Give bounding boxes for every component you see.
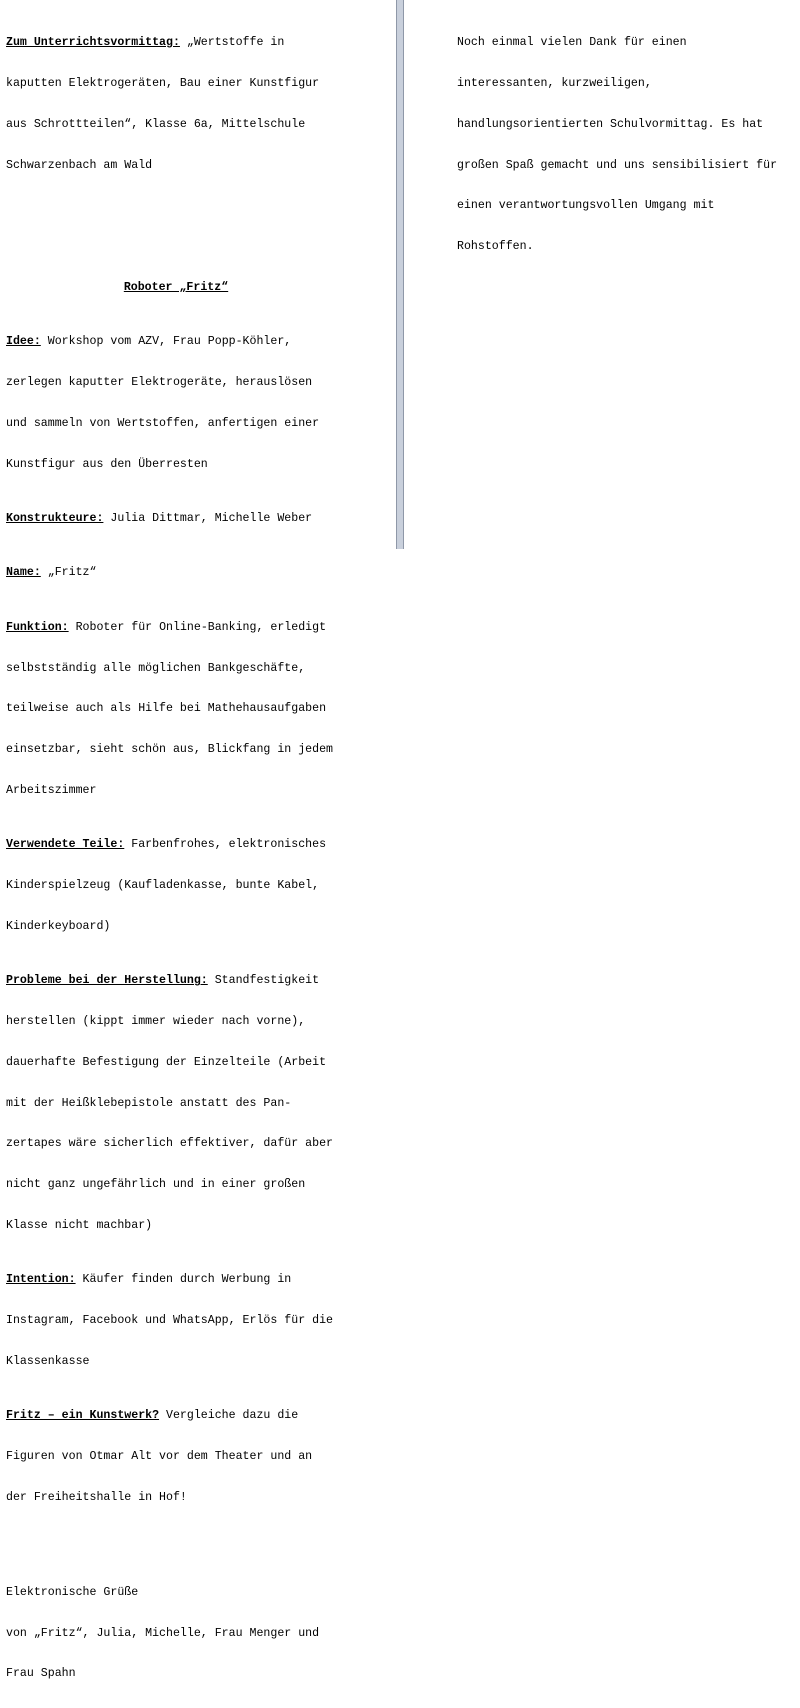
- probleme-text: Standfestigkeit: [207, 974, 320, 988]
- funktion-line: selbstständig alle möglichen Bankgeschäfte,: [6, 661, 306, 675]
- name-line: [6, 566, 346, 580]
- right-page: [404, 0, 800, 549]
- name-text: „Fritz“: [40, 566, 97, 580]
- thanks-line: handlungsorientierten Schulvormittag. Es hat: [457, 117, 764, 131]
- header-line: kaputten Elektrogeräten, Bau einer Kunstfigur: [6, 76, 320, 90]
- probleme-line: herstellen (kippt immer wieder nach vorne),: [6, 1014, 306, 1028]
- closing-line: Frau Spahn: [6, 1667, 76, 1681]
- left-text-column: [6, 9, 346, 1708]
- title-line: [6, 281, 346, 295]
- thanks-line: Rohstoffen.: [457, 240, 534, 254]
- document-title: Roboter „Fritz“: [123, 280, 229, 294]
- idee-line: Kunstfigur aus den Überresten: [6, 457, 208, 471]
- probleme-label: Probleme bei der Herstellung:: [6, 974, 208, 988]
- header-line: [6, 36, 346, 50]
- konstrukteure-line: [6, 512, 346, 526]
- kunstwerk-text: Vergleiche dazu die: [159, 1409, 299, 1423]
- left-page: [0, 0, 396, 1681]
- teile-line: Kinderspielzeug (Kaufladenkasse, bunte Kabel,: [6, 879, 320, 892]
- idee-text: Workshop vom AZV, Frau Popp-Köhler,: [40, 335, 292, 349]
- closing-line: von „Fritz“, Julia, Michelle, Frau Menger und: [6, 1626, 320, 1640]
- funktion-line: Arbeitszimmer: [6, 783, 97, 797]
- probleme-line: nicht ganz ungefährlich und in einer großen: [6, 1178, 306, 1192]
- header-label: Zum Unterrichtsvormittag:: [6, 36, 180, 50]
- header-line: Schwarzenbach am Wald: [6, 158, 153, 172]
- probleme-line: mit der Heißklebepistole anstatt des Pan-: [6, 1096, 292, 1110]
- idee-label: Idee:: [6, 335, 41, 349]
- idee-line: [6, 335, 346, 349]
- funktion-line: [6, 621, 346, 635]
- intention-text: Käufer finden durch Werbung in: [75, 1273, 292, 1287]
- funktion-label: Funktion:: [6, 620, 69, 634]
- kunstwerk-line: der Freiheitshalle in Hof!: [6, 1490, 187, 1504]
- kunstwerk-label: Fritz – ein Kunstwerk?: [6, 1409, 160, 1423]
- teile-label: Verwendete Teile:: [6, 838, 125, 852]
- spacer: [6, 240, 346, 254]
- funktion-line: einsetzbar, sieht schön aus, Blickfang in jedem: [6, 743, 333, 757]
- intention-line: Instagram, Facebook und WhatsApp, Erlös für die: [6, 1314, 333, 1327]
- konstrukteure-text: Julia Dittmar, Michelle Weber: [103, 511, 313, 525]
- thanks-line: einen verantwortungsvollen Umgang mit: [457, 199, 715, 213]
- page-gutter: [396, 0, 404, 549]
- spacer: [6, 1545, 346, 1559]
- header-line: aus Schrottteilen“, Klasse 6a, Mittelschule: [6, 117, 306, 131]
- teile-text: Farbenfrohes, elektronisches: [124, 838, 327, 852]
- probleme-line: dauerhafte Befestigung der Einzelteile (Arbeit: [6, 1055, 327, 1069]
- probleme-line: Klasse nicht machbar): [6, 1218, 153, 1232]
- name-label: Name:: [6, 566, 41, 580]
- intention-label: Intention:: [6, 1273, 76, 1287]
- konstrukteure-label: Konstrukteure:: [6, 511, 104, 525]
- right-text-column: [457, 9, 777, 281]
- funktion-text: Roboter für Online-Banking, erledigt: [68, 620, 327, 634]
- thanks-line: großen Spaß gemacht und uns sensibilisiert für: [457, 158, 778, 172]
- kunstwerk-line: Figuren von Otmar Alt vor dem Theater und an: [6, 1449, 313, 1463]
- teile-line: [6, 838, 346, 852]
- teile-line: Kinderkeyboard): [6, 919, 111, 933]
- funktion-line: teilweise auch als Hilfe bei Mathehausaufgaben: [6, 702, 327, 716]
- header-text: „Wertstoffe in: [179, 36, 285, 50]
- intention-line: Klassenkasse: [6, 1354, 90, 1368]
- thanks-line: interessanten, kurzweiligen,: [457, 76, 652, 90]
- spacer: [6, 199, 346, 213]
- idee-line: und sammeln von Wertstoffen, anfertigen einer: [6, 416, 320, 430]
- probleme-line: [6, 974, 346, 988]
- idee-line: zerlegen kaputter Elektrogeräte, herauslösen: [6, 376, 313, 390]
- closing-line: Elektronische Grüße: [6, 1585, 139, 1599]
- kunstwerk-line: [6, 1409, 346, 1423]
- probleme-line: zertapes wäre sicherlich effektiver, dafür aber: [6, 1137, 333, 1151]
- intention-line: [6, 1273, 346, 1287]
- thanks-line: Noch einmal vielen Dank für einen: [457, 36, 687, 50]
